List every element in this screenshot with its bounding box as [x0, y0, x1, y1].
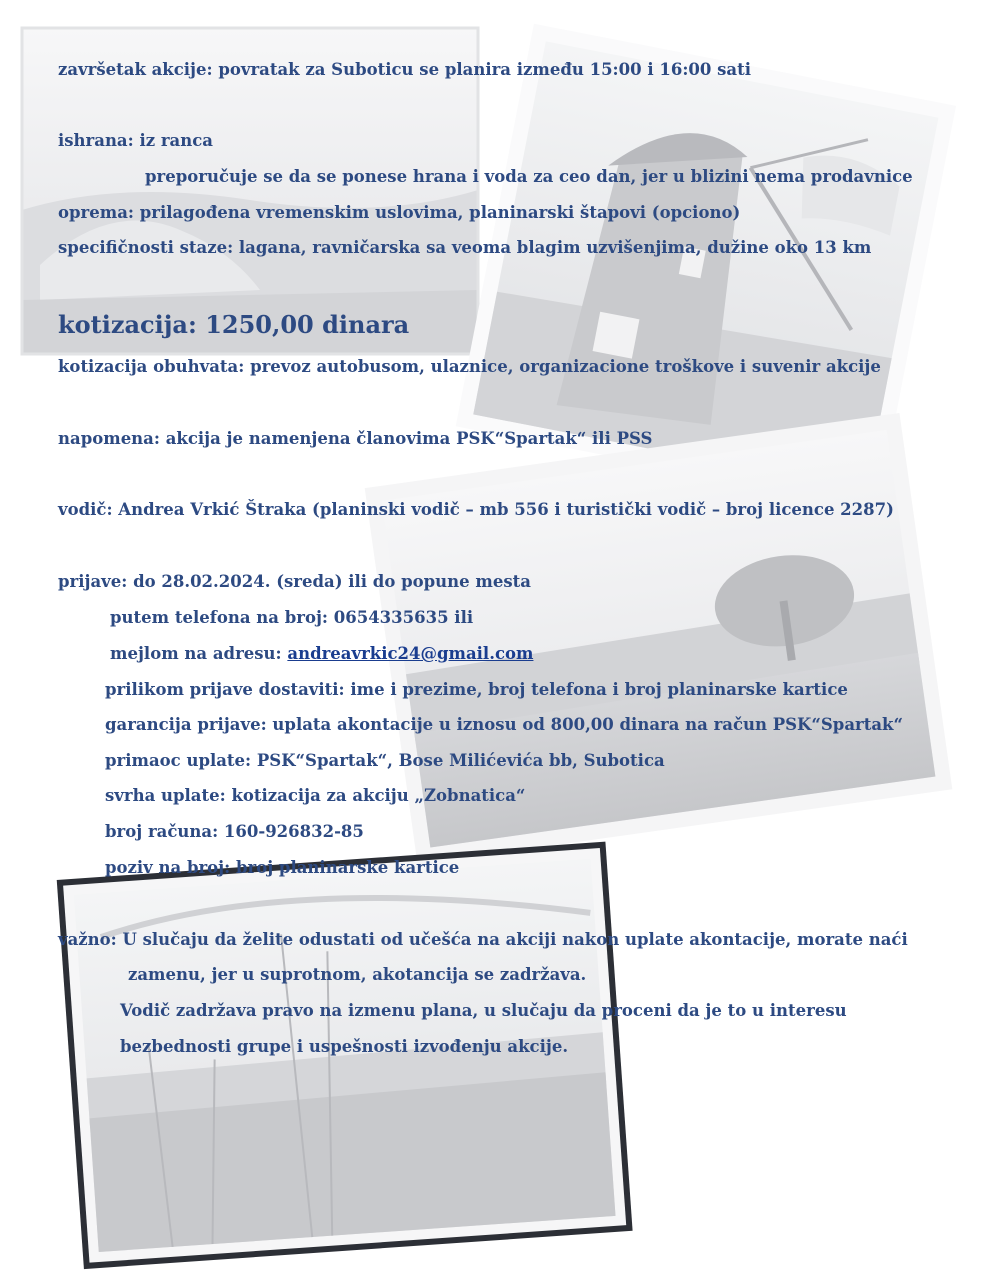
food-note: preporučuje se da se ponese hrana i voda za ceo dan, jer u blizini nema prodavnice [145, 167, 913, 186]
recipient-line: primaoc uplate: PSK“Spartak“, Bose Milićevića bb, Subotica [105, 751, 665, 770]
purpose-line: svrha uplate: kotizacija za akciju „Zobnatica“ [105, 786, 526, 805]
important-line-2: zamenu, jer u suprotnom, akotancija se zadržava. [128, 965, 587, 984]
food-line: ishrana: iz ranca [58, 131, 213, 150]
apply-info-line: prilikom prijave dostaviti: ime i prezime, broj telefona i broj planinarske kartice [105, 680, 848, 699]
note-line: napomena: akcija je namenjena članovima PSK“Spartak“ ili PSS [58, 429, 653, 448]
important-line-3: Vodič zadržava pravo na izmenu plana, u slučaju da proceni da je to u interesu [120, 1001, 847, 1020]
fee-heading: kotizacija: 1250,00 dinara [58, 310, 410, 339]
phone-line: putem telefona na broj: 0654335635 ili [110, 608, 474, 627]
gear-line: oprema: prilagođena vremenskim uslovima, planinarski štapovi (opciono) [58, 203, 741, 222]
important-line-4: bezbednosti grupe i uspešnosti izvođenju akcije. [120, 1037, 569, 1056]
email-label: mejlom na adresu: [110, 644, 288, 663]
email-link[interactable]: andreavrkic24@gmail.com [287, 644, 534, 663]
guide-line: vodič: Andrea Vrkić Štraka (planinski vodič – mb 556 i turistički vodič – broj licence 2287) [58, 500, 894, 519]
trail-line: specifičnosti staze: lagana, ravničarska sa veoma blagim uzvišenjima, dužine oko 13 km [58, 238, 872, 257]
fee-includes: kotizacija obuhvata: prevoz autobusom, ulaznice, organizacione troškove i suvenir akcije [58, 357, 881, 376]
email-line [110, 644, 533, 663]
important-line-1: važno: U slučaju da želite odustati od učešća na akciji nakon uplate akontacije, morate naći [58, 930, 908, 949]
apply-line: prijave: do 28.02.2024. (sreda) ili do popune mesta [58, 572, 531, 591]
end-of-action: završetak akcije: povratak za Suboticu se planira između 15:00 i 16:00 sati [58, 60, 751, 79]
reference-line: poziv na broj: broj planinarske kartice [105, 858, 460, 877]
account-line: broj računa: 160-926832-85 [105, 822, 364, 841]
guarantee-line: garancija prijave: uplata akontacije u iznosu od 800,00 dinara na račun PSK“Spartak“ [105, 715, 903, 734]
